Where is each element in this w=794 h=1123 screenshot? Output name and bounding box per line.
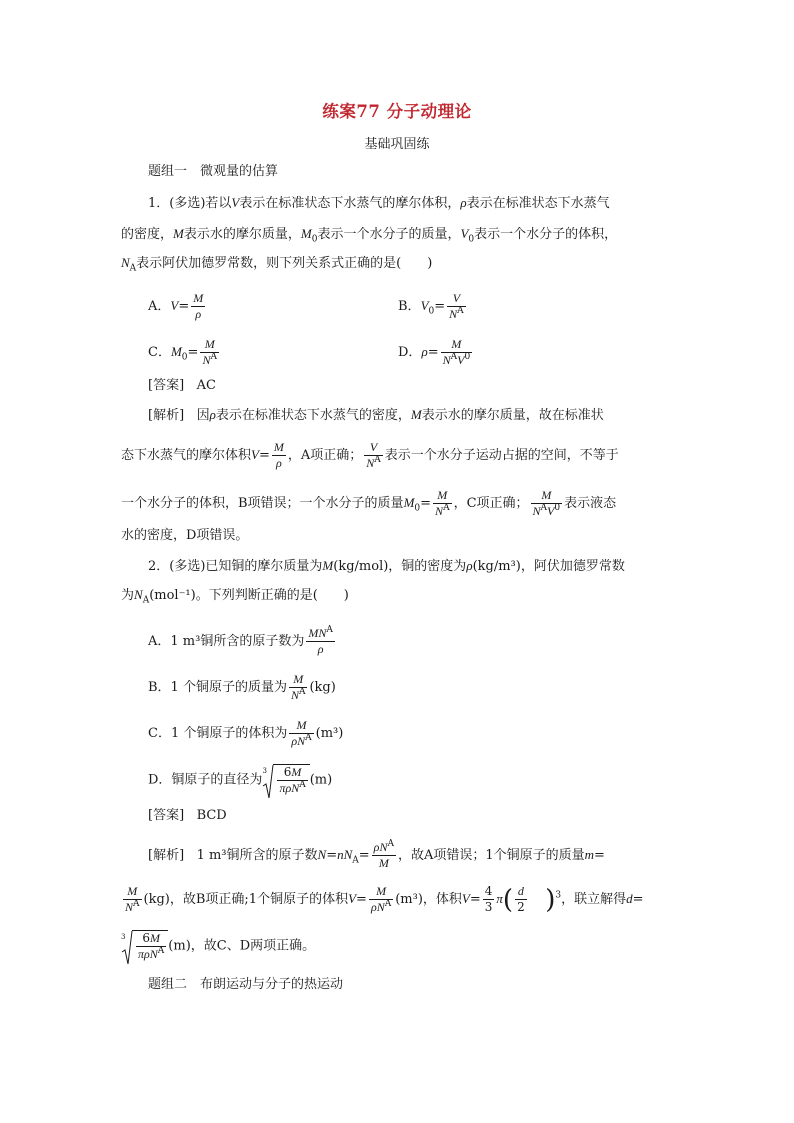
group2-heading: 题组二 布朗运动与分子的热运动: [148, 977, 344, 992]
q2-option-a: A．1 m³铜所含的原子数为 $\frac{MN^A}{\rho}$: [148, 625, 333, 656]
q1-line1: 1．(多选)若以V表示在标准状态下水蒸气的摩尔体积，ρ表示在标准状态下水蒸气: [148, 195, 610, 211]
group1-heading: 题组一 微观量的估算: [148, 164, 279, 179]
q1-option-c: C．$M_0=$ $\frac{M}{N^A}$: [148, 337, 217, 367]
q1-explanation-line2: 态下水蒸气的摩尔体积V= $\frac{M}{\rho}$ ，A项正确； $\frac{V}{N^A}$ 表示一个水分子运动占据的空间，不等于: [121, 440, 619, 470]
cube-root-expression: 3 $\frac{6M}{\pi\rho N^A}$: [262, 764, 309, 796]
page-subtitle: 基础巩固练: [364, 137, 430, 152]
page-title: 练案77 分子动理论: [322, 102, 472, 121]
q1-option-b: B．$V_0=$ $\frac{V}{N^A}$: [398, 291, 464, 321]
q1-option-a: A．V= $\frac{M}{\rho}$: [148, 291, 204, 321]
q1-explanation-line4: 水的密度，D项错误。: [121, 528, 249, 543]
q2-explanation-line2: $\frac{M}{N^A}$ (kg)，故B项正确;1个铜原子的体积V= $\frac{M}{\rho N^A}$ (m³)，体积V= $\frac{4}{3}$ π( $\frac{d}{2}$ )$^3$，联立解得d=: [125, 884, 644, 915]
q2-option-b: B．1 个铜原子的质量为 $\frac{M}{N^A}$ (kg): [148, 672, 336, 702]
q1-explanation-line3: 一个水分子的体积，B项错误；一个水分子的质量$M_0=$ $\frac{M}{N^A}$ ，C项正确； $\frac{M}{N^AV^0}$ 表示液态: [121, 488, 617, 518]
q1-line2: 的密度，M表示水的摩尔质量，$M_0$表示一个水分子的质量，$V_0$表示一个水分子的体积，: [121, 226, 618, 245]
q2-explanation-line1: [解析] 1 m³铜所含的原子数$N=nN_A=$ $\frac{\rho N^A}{M}$ ，故A项错误；1个铜原子的质量m=: [148, 839, 605, 870]
q2-line2: 为$N_A(mol^{-1})$。下列判断正确的是( ): [121, 587, 349, 606]
q2-explanation-line3: 3 $\frac{6M}{\pi\rho N^A}$ (m)，故C、D两项正确。: [121, 930, 315, 962]
q1-explanation-line1: [解析] 因ρ表示在标准状态下水蒸气的密度，M表示水的摩尔质量，故在标准状: [148, 407, 604, 423]
cube-root-expression: 3 $\frac{6M}{\pi\rho N^A}$: [121, 930, 168, 962]
q2-option-d: D．铜原子的直径为 3 $\frac{6M}{\pi\rho N^A}$ (m): [148, 764, 332, 796]
q2-answer: [答案] BCD: [148, 808, 227, 823]
q1-option-d: D．ρ= $\frac{M}{N^AV^0}$: [398, 337, 471, 367]
q2-line1: 2．(多选)已知铜的摩尔质量为M(kg/mol)，铜的密度为ρ(kg/m³)，阿伏加德罗常数: [148, 558, 625, 574]
q2-option-c: C．1 个铜原子的体积为 $\frac{M}{\rho N^A}$ (m³): [148, 718, 344, 748]
q1-line3: $N_A$表示阿伏加德罗常数，则下列关系式正确的是( ): [121, 255, 433, 274]
q1-answer: [答案] AC: [148, 378, 216, 393]
